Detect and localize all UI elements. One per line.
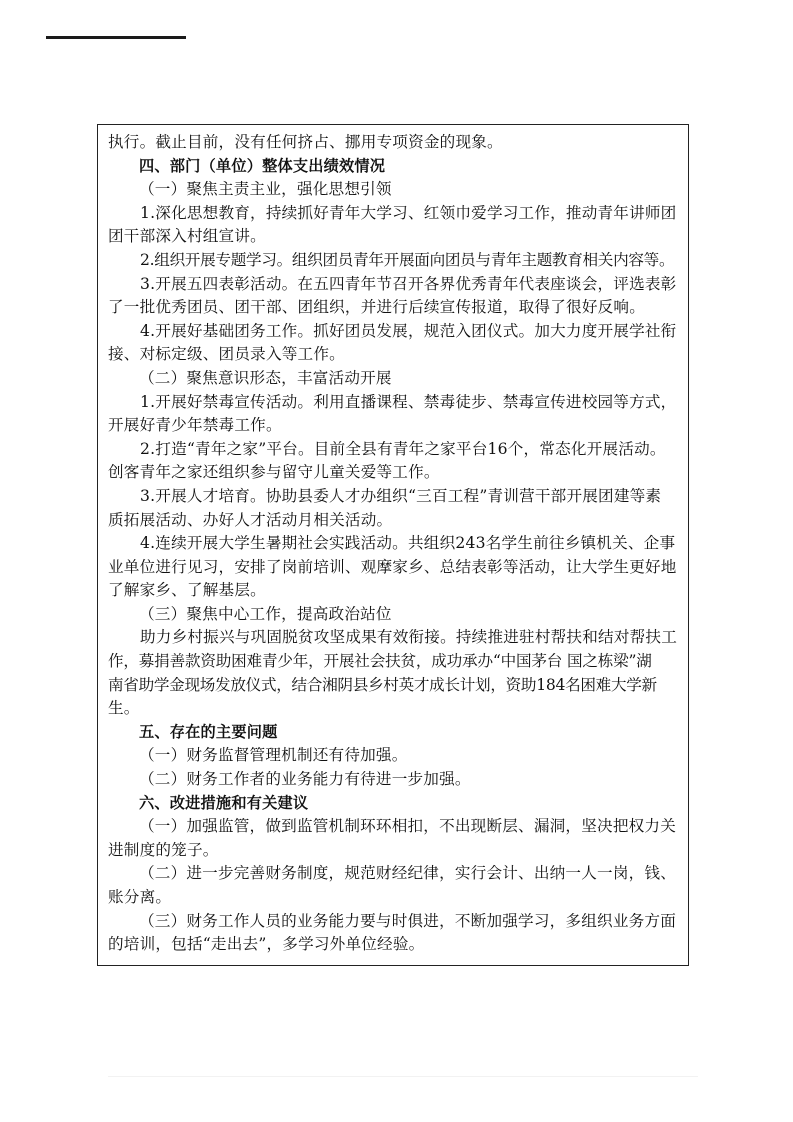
text-line: 了一批优秀团员、团干部、团组织，并进行后续宣传报道，取得了很好反响。: [108, 298, 645, 317]
text-line: 账分离。: [108, 888, 172, 906]
section-heading: 四、部门（单位）整体支出绩效情况: [139, 156, 386, 175]
text-line: 生。: [108, 699, 140, 718]
text-line: 的培训，包括“走出去”，多学习外单位经验。: [108, 935, 425, 954]
bottom-rule: [108, 1076, 698, 1077]
text-line: 1.开展好禁毒宣传活动。利用直播课程、禁毒徒步、禁毒宣传进校园等方式，: [140, 392, 677, 411]
subsection-heading: （一）聚焦主责主业，强化思想引领: [139, 180, 392, 199]
top-rule: [46, 36, 186, 39]
text-line: 质拓展活动、办好人才活动月相关活动。: [108, 510, 393, 529]
section-heading: 五、存在的主要问题: [139, 722, 278, 741]
text-line: 南省助学金现场发放仪式，结合湘阴县乡村英才成长计划，资助184名困难大学新: [108, 675, 657, 694]
text-line: 2.组织开展专题学习。组织团员青年开展面向团员与青年主题教育相关内容等。: [140, 250, 675, 269]
text-line: （三）财务工作人员的业务能力要与时俱进，不断加强学习，多组织业务方面: [139, 911, 676, 930]
text-line: 2.打造“青年之家”平台。目前全县有青年之家平台16个，常态化开展活动。: [140, 439, 666, 458]
content-box: [97, 124, 689, 966]
subsection-heading: （二）聚焦意识形态，丰富活动开展: [139, 368, 392, 387]
subsection-heading: （三）聚焦中心工作，提高政治站位: [139, 604, 392, 623]
text-line: 1.深化思想教育，持续抓好青年大学习、红领巾爱学习工作，推动青年讲师团: [140, 203, 677, 222]
text-line: 4.开展好基础团务工作。抓好团员发展，规范入团仪式。加大力度开展学社衔: [140, 321, 677, 340]
subsection-heading: （二）财务工作者的业务能力有待进一步加强。: [139, 770, 471, 789]
text-line: 助力乡村振兴与巩固脱贫攻坚成果有效衔接。持续推进驻村帮扶和结对帮扶工: [140, 628, 677, 647]
text-line: （一）加强监管，做到监管机制环环相扣，不出现断层、漏洞，坚决把权力关: [139, 817, 676, 836]
text-line: 作，募捐善款资助困难青少年，开展社会扶贫，成功承办“中国茅台 国之栋梁”湖: [108, 652, 652, 671]
text-line: 接、对标定级、团员录入等工作。: [108, 345, 345, 364]
text-line: 业单位进行见习，安排了岗前培训、观摩家乡、总结表彰等活动，让大学生更好地: [108, 557, 677, 576]
text-line: 3.开展人才培育。协助县委人才办组织“三百工程”青训营干部开展团建等素: [140, 486, 662, 505]
text-line: 创客青年之家还组织参与留守儿童关爱等工作。: [108, 463, 440, 482]
section-heading: 六、改进措施和有关建议: [139, 793, 309, 812]
text-line: 3.开展五四表彰活动。在五四青年节召开各界优秀青年代表座谈会，评选表彰: [140, 274, 677, 293]
text-line: （二）进一步完善财务制度，规范财经纪律，实行会计、出纳一人一岗，钱、: [139, 864, 676, 883]
text-line: 进制度的笼子。: [108, 840, 219, 859]
text-line: 4.连续开展大学生暑期社会实践活动。共组织243名学生前往乡镇机关、企事: [140, 534, 676, 553]
text-line: 执行。截止目前，没有任何挤占、挪用专项资金的现象。: [108, 133, 503, 151]
text-line: 了解家乡、了解基层。: [108, 581, 266, 600]
text-line: 团干部深入村组宣讲。: [108, 227, 266, 246]
text-line: 开展好青少年禁毒工作。: [108, 416, 282, 435]
subsection-heading: （一）财务监督管理机制还有待加强。: [139, 746, 408, 765]
